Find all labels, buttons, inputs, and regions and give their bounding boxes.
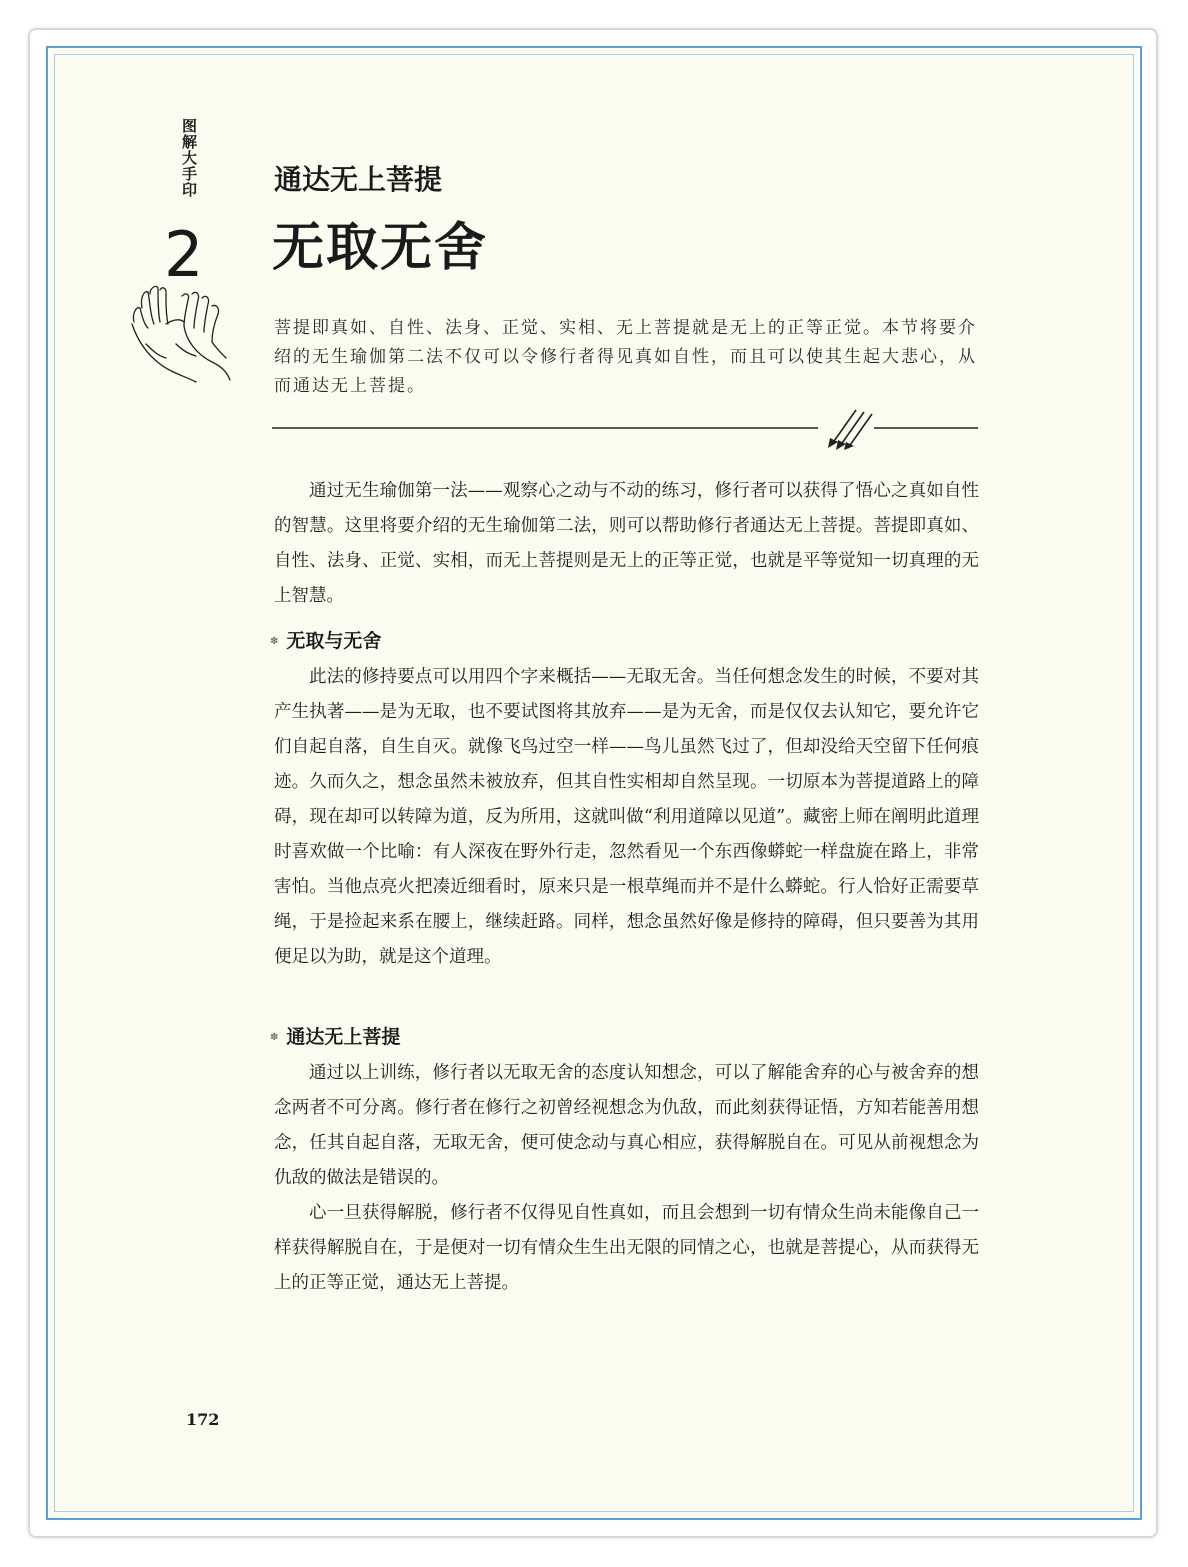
section-subtitle: 通达无上菩提 <box>274 163 443 196</box>
body-paragraph-3: 通过以上训练，修行者以无取无舍的态度认知想念，可以了解能舍弃的心与被舍弃的想念两者不可分离。修行者在修行之初曾经视想念为仇敌，而此刻获得证悟，方知若能善用想念，任其自起自落，无取无舍，便可使念动与真心相应，获得解脱自在。可见从前视想念为仇敌的做法是错误的。 <box>274 1063 979 1188</box>
page-number: 172 <box>186 1410 220 1429</box>
body-paragraph-2: 此法的修持要点可以用四个字来概括——无取无舍。当任何想念发生的时候，不要对其产生执著——是为无取，也不要试图将其放弃——是为无舍，而是仅仅去认知它，要允许它们自起自落，自生自灭。就像飞鸟过空一样——鸟儿虽然飞过了，但却没给天空留下任何痕迹。久而久之，想念虽然未被放弃，但其自性实相却自然呈现。一切原本为菩提道路上的障碍，现在却可以转障为道，反为所用，这就叫做“利用道障以见道”。藏密上师在阐明此道理时喜欢做一个比喻：有人深夜在野外行走，忽然看见一个东西像蟒蛇一样盘旋在路上，非常害怕。当他点亮火把凑近细看时，原来只是一根草绳而并不是什么蟒蛇。行人恰好正需要草绳，于是捡起来系在腰上，继续赶路。同样，想念虽然好像是修持的障碍，但只要善为其用便足以为助，就是这个道理。 <box>274 667 979 967</box>
heading-1-text: 无取与无舍 <box>286 630 382 652</box>
body-paragraph-4: 心一旦获得解脱，修行者不仅得见自性真如，而且会想到一切有情众生尚未能像自己一样获得解脱自在，于是便对一切有情众生生出无限的同情之心，也就是菩提心，从而获得无上的正等正觉，通达无上菩提。 <box>274 1203 979 1293</box>
section-heading-2 <box>270 1022 400 1053</box>
side-title: 图解大手印 <box>180 118 198 198</box>
praying-hands-icon <box>126 284 236 384</box>
book-page <box>46 46 1142 1520</box>
chapter-number: 2 <box>164 218 204 291</box>
body-paragraph-1: 通过无生瑜伽第一法——观察心之动与不动的练习，修行者可以获得了悟心之真如自性的智慧。这里将要介绍的无生瑜伽第二法，则可以帮助修行者通达无上菩提。菩提即真如、自性、法身、正觉、实相，而无上菩提则是无上的正等正觉，也就是平等觉知一切真理的无上智慧。 <box>274 481 979 606</box>
section-title: 无取无舍 <box>272 218 489 278</box>
intro-paragraph: 菩提即真如、自性、法身、正觉、实相、无上菩提就是无上的正等正觉。本节将要介绍的无生瑜伽第二法不仅可以令修行者得见真如自性，而且可以使其生起大悲心，从而通达无上菩提。 <box>274 318 977 396</box>
section-heading-1 <box>270 626 381 657</box>
arrows-divider-icon <box>272 404 978 450</box>
heading-2-text: 通达无上菩提 <box>286 1026 401 1048</box>
heading-marker-icon: ✽ <box>270 635 279 647</box>
heading-marker-icon: ✽ <box>270 1031 279 1043</box>
